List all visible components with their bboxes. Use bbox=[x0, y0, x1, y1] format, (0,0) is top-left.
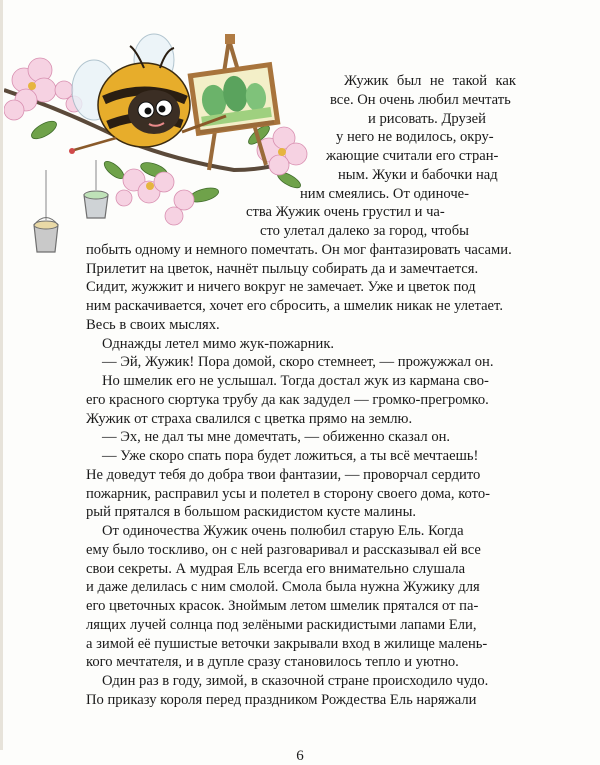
page-number: 6 bbox=[296, 747, 304, 764]
paint-bucket-icon bbox=[84, 160, 108, 218]
text-line: Сидит, жужжит и ничего вокруг не замечает. Уже и цветок под bbox=[86, 279, 476, 296]
text-line: ным. Жуки и бабочки над bbox=[338, 166, 498, 183]
text-line: Прилетит на цветок, начнёт пыльцу собирать да и замечтается. bbox=[86, 260, 479, 277]
text-line: свои секреты. А мудрая Ель всегда его внимательно слушала bbox=[86, 560, 466, 577]
text-line: — Эх, не дал ты мне домечтать, — обиженно сказал он. bbox=[102, 429, 451, 446]
text-line: Не доведут тебя до добра твои фантазии, — проворчал сердито bbox=[86, 466, 481, 483]
text-line: Однажды летел мимо жук-пожарник. bbox=[102, 335, 335, 352]
text-line: От одиночества Жужик очень полюбил старую Ель. Когда bbox=[102, 523, 464, 539]
text-line: Весь в своих мыслях. bbox=[86, 316, 220, 333]
text-line: сто улетал далеко за город, чтобы bbox=[260, 223, 469, 239]
text-line: а зимой её пушистые веточки закрывали вход в жилище малень- bbox=[86, 635, 488, 652]
paint-bucket-icon bbox=[34, 170, 58, 252]
text-line: лящих лучей солнца под зелёными раскидистыми лапами Ели, bbox=[86, 616, 477, 633]
text-line: его цветочных красок. Зноймым летом шмелик прятался от па- bbox=[86, 598, 479, 614]
text-line: По приказу короля перед праздником Рождества Ель наряжали bbox=[86, 691, 477, 708]
text-line: — Эй, Жужик! Пора домой, скоро стемнеет, — прожужжал он. bbox=[102, 354, 494, 371]
text-line: побыть одному и немного помечтать. Он мог фантазировать часами. bbox=[86, 241, 512, 258]
text-line: ним смеялись. От одиноче- bbox=[300, 185, 470, 202]
text-line: — Уже скоро спать пора будет ложиться, а ты всё мечтаешь! bbox=[102, 448, 479, 464]
text-line: Но шмелик его не услышал. Тогда достал жук из кармана сво- bbox=[102, 373, 489, 389]
text-line: его красного сюртука трубу да как задудел — громко-прегромко. bbox=[86, 391, 489, 408]
text-line: рый прятался в большом раскидистом кусте малины. bbox=[86, 504, 417, 521]
text-line: и даже делилась с ним смолой. Смола была нужна Жужику для bbox=[86, 579, 480, 596]
text-line: ему было тоскливо, он с ней разговаривал и рассказывал ей все bbox=[86, 541, 481, 558]
text-line: Один раз в году, зимой, в сказочной стране происходило чудо. bbox=[102, 673, 489, 689]
text-line: пожарник, расправил усы и полетел в сторону своего дома, кото- bbox=[86, 485, 491, 502]
text-line: кого мечтателя, и в дупле сразу становилось тепло и уютно. bbox=[86, 654, 459, 671]
text-line: ства Жужик очень грустил и ча- bbox=[246, 204, 445, 221]
text-line: Жужик был не такой как bbox=[344, 73, 516, 89]
text-line: Жужик от страха свалился с цветка прямо на землю. bbox=[86, 410, 413, 427]
text-line: жающие считали его стран- bbox=[326, 148, 499, 164]
text-line: и рисовать. Друзей bbox=[368, 110, 486, 127]
text-line: все. Он очень любил мечтать bbox=[330, 91, 511, 108]
page-edge bbox=[0, 0, 3, 750]
text-line: у него не водилось, окру- bbox=[336, 129, 494, 146]
text-line: ним раскачивается, хочет его сбросить, а шмелик никак не улетает. bbox=[86, 298, 503, 314]
